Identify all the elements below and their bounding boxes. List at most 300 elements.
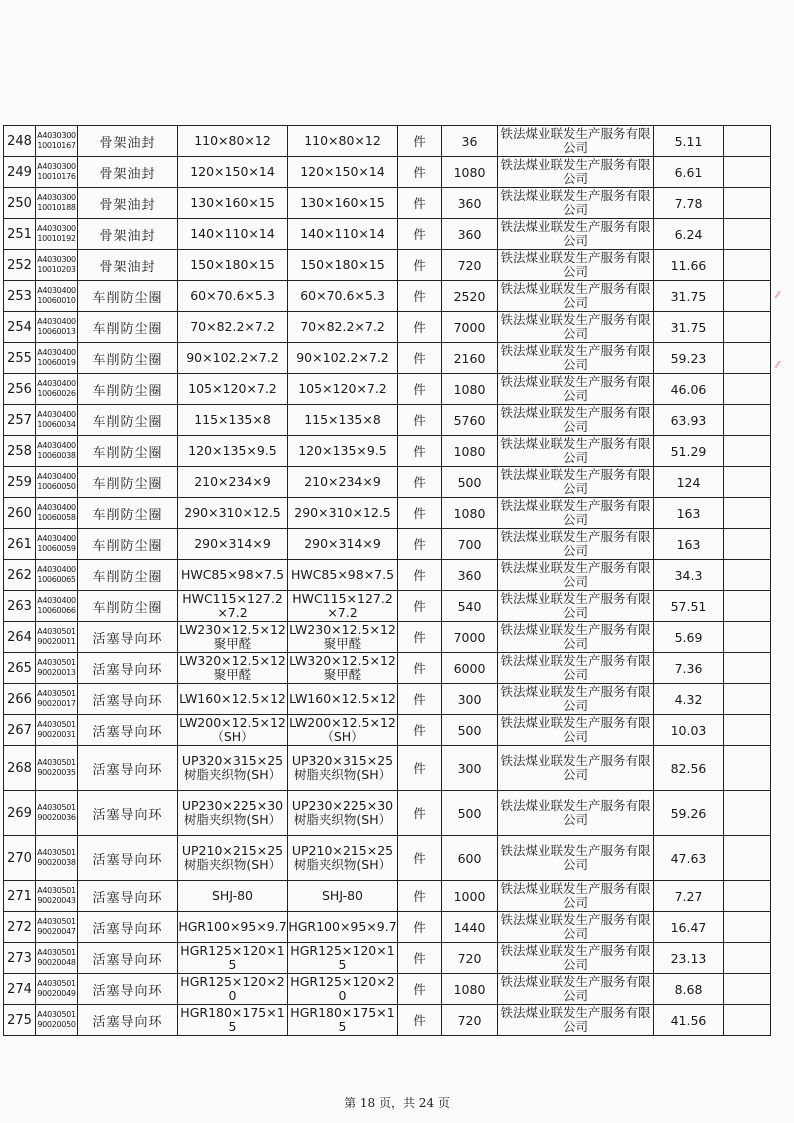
unit-price-cell: 5.11 [654, 126, 724, 157]
spec-original-cell: 290×314×9 [178, 529, 288, 560]
item-name-cell: 车削防尘圈 [78, 560, 178, 591]
row-number-cell: 251 [4, 219, 36, 250]
quantity-cell: 1080 [442, 157, 498, 188]
unit-price-cell: 5.69 [654, 622, 724, 653]
spec-offered-cell: 120×150×14 [288, 157, 398, 188]
unit-price-cell: 31.75 [654, 312, 724, 343]
spec-original-cell: 105×120×7.2 [178, 374, 288, 405]
item-name-cell: 活塞导向环 [78, 974, 178, 1005]
remarks-cell [724, 312, 771, 343]
table-row [4, 498, 771, 529]
spec-offered-cell: HWC85×98×7.5 [288, 560, 398, 591]
unit-cell: 件 [398, 498, 442, 529]
unit-cell: 件 [398, 622, 442, 653]
supplier-name-cell: 铁法煤业联发生产服务有限公司 [498, 791, 654, 836]
supplier-name-cell: 铁法煤业联发生产服务有限公司 [498, 126, 654, 157]
unit-price-cell: 163 [654, 498, 724, 529]
table-row [4, 622, 771, 653]
spec-offered-cell: HGR180×175×15 [288, 1005, 398, 1036]
unit-cell: 件 [398, 343, 442, 374]
unit-price-cell: 7.27 [654, 881, 724, 912]
material-code-cell: A4030400 10060065 [36, 560, 78, 591]
unit-cell: 件 [398, 746, 442, 791]
row-number-cell: 266 [4, 684, 36, 715]
remarks-cell [724, 715, 771, 746]
quantity-cell: 360 [442, 188, 498, 219]
remarks-cell [724, 746, 771, 791]
row-number-cell: 250 [4, 188, 36, 219]
quantity-cell: 720 [442, 1005, 498, 1036]
item-name-cell: 活塞导向环 [78, 653, 178, 684]
spec-offered-cell: HGR125×120×15 [288, 943, 398, 974]
unit-price-cell: 6.24 [654, 219, 724, 250]
supplier-name-cell: 铁法煤业联发生产服务有限公司 [498, 188, 654, 219]
row-number-cell: 263 [4, 591, 36, 622]
table-row [4, 374, 771, 405]
spec-original-cell: HWC85×98×7.5 [178, 560, 288, 591]
spec-offered-cell: HGR100×95×9.7 [288, 912, 398, 943]
supplier-name-cell: 铁法煤业联发生产服务有限公司 [498, 591, 654, 622]
quantity-cell: 1080 [442, 374, 498, 405]
table-row [4, 591, 771, 622]
table-row [4, 188, 771, 219]
material-code-cell: A4030400 10060066 [36, 591, 78, 622]
unit-price-cell: 31.75 [654, 281, 724, 312]
unit-cell: 件 [398, 529, 442, 560]
table-row [4, 219, 771, 250]
spec-original-cell: HGR125×120×15 [178, 943, 288, 974]
quantity-cell: 500 [442, 791, 498, 836]
material-code-cell: A4030501 90020011 [36, 622, 78, 653]
unit-price-cell: 10.03 [654, 715, 724, 746]
table-row [4, 529, 771, 560]
spec-offered-cell: SHJ-80 [288, 881, 398, 912]
spec-offered-cell: LW320×12.5×12聚甲醛 [289, 653, 396, 682]
row-number-cell: 269 [4, 791, 36, 836]
supplier-name-cell: 铁法煤业联发生产服务有限公司 [498, 467, 654, 498]
table-row [4, 974, 771, 1005]
unit-cell: 件 [398, 250, 442, 281]
spec-original-cell: 110×80×12 [178, 126, 288, 157]
table-row [4, 912, 771, 943]
red-stamp-mark: ⁄⁄ [776, 360, 780, 371]
item-name-cell: 车削防尘圈 [78, 498, 178, 529]
unit-cell: 件 [398, 974, 442, 1005]
supplier-name-cell: 铁法煤业联发生产服务有限公司 [498, 157, 654, 188]
spec-original-cell: LW200×12.5×12（SH） [179, 715, 286, 744]
remarks-cell [724, 529, 771, 560]
remarks-cell [724, 436, 771, 467]
material-code-cell: A4030300 10010188 [36, 188, 78, 219]
unit-cell: 件 [398, 1005, 442, 1036]
unit-price-cell: 57.51 [654, 591, 724, 622]
unit-cell: 件 [398, 467, 442, 498]
spec-original-cell: UP210×215×25树脂夹织物(SH） [178, 836, 288, 881]
spec-offered-cell: 290×310×12.5 [288, 498, 398, 529]
item-name-cell: 车削防尘圈 [78, 405, 178, 436]
item-name-cell: 活塞导向环 [78, 622, 178, 653]
spec-original-cell: LW160×12.5×12 [178, 684, 288, 715]
unit-price-cell: 124 [654, 467, 724, 498]
spec-original-cell: UP230×225×30树脂夹织物(SH） [178, 791, 288, 836]
unit-price-cell: 23.13 [654, 943, 724, 974]
material-code-cell: A4030501 90020036 [36, 791, 78, 836]
material-code-cell: A4030501 90020049 [36, 974, 78, 1005]
spec-original-cell: HGR125×120×20 [178, 974, 288, 1005]
row-number-cell: 271 [4, 881, 36, 912]
row-number-cell: 253 [4, 281, 36, 312]
supplier-name-cell: 铁法煤业联发生产服务有限公司 [498, 653, 654, 684]
quantity-cell: 7000 [442, 622, 498, 653]
item-name-cell: 车削防尘圈 [78, 591, 178, 622]
remarks-cell [724, 467, 771, 498]
table-row [4, 715, 771, 746]
spec-offered-cell: 115×135×8 [288, 405, 398, 436]
quantity-cell: 720 [442, 943, 498, 974]
item-name-cell: 活塞导向环 [78, 1005, 178, 1036]
material-code-cell: A4030501 90020048 [36, 943, 78, 974]
spec-original-cell: HGR180×175×15 [178, 1005, 288, 1036]
quantity-cell: 600 [442, 836, 498, 881]
material-code-cell: A4030400 10060038 [36, 436, 78, 467]
supplier-name-cell: 铁法煤业联发生产服务有限公司 [498, 684, 654, 715]
unit-cell: 件 [398, 312, 442, 343]
material-code-cell: A4030400 10060059 [36, 529, 78, 560]
spec-offered-cell: 210×234×9 [288, 467, 398, 498]
material-code-cell: A4030400 10060034 [36, 405, 78, 436]
supplier-name-cell: 铁法煤业联发生产服务有限公司 [498, 912, 654, 943]
material-code-cell: A4030501 90020047 [36, 912, 78, 943]
unit-price-cell: 82.56 [654, 746, 724, 791]
remarks-cell [724, 881, 771, 912]
unit-cell: 件 [398, 374, 442, 405]
spec-original-cell: LW320×12.5×12聚甲醛 [179, 653, 286, 682]
unit-cell: 件 [398, 591, 442, 622]
item-name-cell: 活塞导向环 [78, 912, 178, 943]
material-code-cell: A4030501 90020017 [36, 684, 78, 715]
red-stamp-mark: ⁄⁄ [776, 290, 780, 301]
supplier-name-cell: 铁法煤业联发生产服务有限公司 [498, 250, 654, 281]
supplier-name-cell: 铁法煤业联发生产服务有限公司 [498, 622, 654, 653]
table-row [4, 1005, 771, 1036]
supplier-name-cell: 铁法煤业联发生产服务有限公司 [498, 281, 654, 312]
spec-offered-cell: LW230×12.5×12聚甲醛 [289, 622, 396, 651]
table-row [4, 746, 771, 791]
quantity-cell: 500 [442, 467, 498, 498]
item-name-cell: 活塞导向环 [78, 746, 178, 791]
supplier-name-cell: 铁法煤业联发生产服务有限公司 [498, 498, 654, 529]
material-code-cell: A4030400 10060010 [36, 281, 78, 312]
supplier-name-cell: 铁法煤业联发生产服务有限公司 [498, 715, 654, 746]
item-name-cell: 车削防尘圈 [78, 374, 178, 405]
spec-original-cell: 210×234×9 [178, 467, 288, 498]
item-name-cell: 活塞导向环 [78, 881, 178, 912]
unit-price-cell: 16.47 [654, 912, 724, 943]
quantity-cell: 720 [442, 250, 498, 281]
spec-original-cell: HGR100×95×9.7 [178, 912, 288, 943]
unit-price-cell: 7.36 [654, 653, 724, 684]
item-name-cell: 骨架油封 [78, 250, 178, 281]
unit-cell: 件 [398, 684, 442, 715]
unit-cell: 件 [398, 219, 442, 250]
unit-cell: 件 [398, 560, 442, 591]
table-row [4, 281, 771, 312]
quantity-cell: 1080 [442, 974, 498, 1005]
table-row [4, 881, 771, 912]
spec-offered-cell: 105×120×7.2 [288, 374, 398, 405]
row-number-cell: 265 [4, 653, 36, 684]
item-name-cell: 车削防尘圈 [78, 467, 178, 498]
row-number-cell: 260 [4, 498, 36, 529]
material-code-cell: A4030300 10010203 [36, 250, 78, 281]
material-code-cell: A4030501 90020038 [36, 836, 78, 881]
unit-cell: 件 [398, 881, 442, 912]
unit-cell: 件 [398, 791, 442, 836]
row-number-cell: 254 [4, 312, 36, 343]
unit-cell: 件 [398, 436, 442, 467]
unit-cell: 件 [398, 157, 442, 188]
row-number-cell: 270 [4, 836, 36, 881]
quantity-cell: 7000 [442, 312, 498, 343]
material-code-cell: A4030501 90020013 [36, 653, 78, 684]
supplier-name-cell: 铁法煤业联发生产服务有限公司 [498, 374, 654, 405]
spec-original-cell: 140×110×14 [178, 219, 288, 250]
spec-offered-cell: LW160×12.5×12 [288, 684, 398, 715]
material-code-cell: A4030400 10060019 [36, 343, 78, 374]
unit-price-cell: 4.32 [654, 684, 724, 715]
table-row [4, 653, 771, 684]
material-code-cell: A4030400 10060050 [36, 467, 78, 498]
material-code-cell: A4030400 10060058 [36, 498, 78, 529]
remarks-cell [724, 405, 771, 436]
row-number-cell: 256 [4, 374, 36, 405]
table-row [4, 405, 771, 436]
quantity-cell: 36 [442, 126, 498, 157]
unit-price-cell: 47.63 [654, 836, 724, 881]
unit-price-cell: 34.3 [654, 560, 724, 591]
item-name-cell: 车削防尘圈 [78, 343, 178, 374]
spec-original-cell: HWC115×127.2×7.2 [178, 591, 288, 622]
remarks-cell [724, 374, 771, 405]
supplier-name-cell: 铁法煤业联发生产服务有限公司 [498, 343, 654, 374]
spec-original-cell: 290×310×12.5 [178, 498, 288, 529]
spec-offered-cell: HWC115×127.2×7.2 [288, 591, 398, 622]
spec-original-cell: 130×160×15 [178, 188, 288, 219]
spec-offered-cell: HGR125×120×20 [288, 974, 398, 1005]
supplier-name-cell: 铁法煤业联发生产服务有限公司 [498, 1005, 654, 1036]
row-number-cell: 274 [4, 974, 36, 1005]
unit-price-cell: 59.23 [654, 343, 724, 374]
remarks-cell [724, 974, 771, 1005]
item-name-cell: 活塞导向环 [78, 836, 178, 881]
row-number-cell: 252 [4, 250, 36, 281]
row-number-cell: 261 [4, 529, 36, 560]
item-name-cell: 车削防尘圈 [78, 529, 178, 560]
material-code-cell: A4030400 10060026 [36, 374, 78, 405]
price-table [3, 125, 771, 1036]
spec-original-cell: 120×135×9.5 [178, 436, 288, 467]
item-name-cell: 车削防尘圈 [78, 436, 178, 467]
remarks-cell [724, 281, 771, 312]
row-number-cell: 267 [4, 715, 36, 746]
spec-offered-cell: UP230×225×30树脂夹织物(SH） [288, 791, 398, 836]
supplier-name-cell: 铁法煤业联发生产服务有限公司 [498, 974, 654, 1005]
remarks-cell [724, 560, 771, 591]
remarks-cell [724, 591, 771, 622]
unit-price-cell: 41.56 [654, 1005, 724, 1036]
spec-original-cell: 115×135×8 [178, 405, 288, 436]
remarks-cell [724, 791, 771, 836]
unit-cell: 件 [398, 188, 442, 219]
unit-cell: 件 [398, 943, 442, 974]
quantity-cell: 700 [442, 529, 498, 560]
quantity-cell: 360 [442, 560, 498, 591]
remarks-cell [724, 188, 771, 219]
row-number-cell: 248 [4, 126, 36, 157]
table-row [4, 791, 771, 836]
item-name-cell: 活塞导向环 [78, 791, 178, 836]
unit-cell: 件 [398, 126, 442, 157]
quantity-cell: 2520 [442, 281, 498, 312]
quantity-cell: 360 [442, 219, 498, 250]
item-name-cell: 骨架油封 [78, 219, 178, 250]
supplier-name-cell: 铁法煤业联发生产服务有限公司 [498, 219, 654, 250]
quantity-cell: 1080 [442, 498, 498, 529]
page-footer: 第 18 页，共 24 页 [344, 1096, 450, 1110]
supplier-name-cell: 铁法煤业联发生产服务有限公司 [498, 943, 654, 974]
remarks-cell [724, 126, 771, 157]
material-code-cell: A4030300 10010192 [36, 219, 78, 250]
table-row [4, 684, 771, 715]
table-row [4, 250, 771, 281]
unit-cell: 件 [398, 912, 442, 943]
unit-price-cell: 7.78 [654, 188, 724, 219]
material-code-cell: A4030300 10010176 [36, 157, 78, 188]
quantity-cell: 300 [442, 746, 498, 791]
material-code-cell: A4030300 10010167 [36, 126, 78, 157]
item-name-cell: 车削防尘圈 [78, 312, 178, 343]
unit-cell: 件 [398, 715, 442, 746]
spec-offered-cell: LW200×12.5×12（SH） [289, 715, 396, 744]
spec-original-cell: SHJ-80 [178, 881, 288, 912]
remarks-cell [724, 622, 771, 653]
remarks-cell [724, 157, 771, 188]
row-number-cell: 268 [4, 746, 36, 791]
table-row [4, 436, 771, 467]
unit-cell: 件 [398, 653, 442, 684]
unit-price-cell: 59.26 [654, 791, 724, 836]
remarks-cell [724, 943, 771, 974]
material-code-cell: A4030501 90020031 [36, 715, 78, 746]
spec-offered-cell: 290×314×9 [288, 529, 398, 560]
quantity-cell: 5760 [442, 405, 498, 436]
item-name-cell: 车削防尘圈 [78, 281, 178, 312]
spec-original-cell: LW230×12.5×12聚甲醛 [179, 622, 286, 651]
material-code-cell: A4030501 90020035 [36, 746, 78, 791]
unit-price-cell: 63.93 [654, 405, 724, 436]
supplier-name-cell: 铁法煤业联发生产服务有限公司 [498, 436, 654, 467]
remarks-cell [724, 1005, 771, 1036]
item-name-cell: 骨架油封 [78, 188, 178, 219]
table-body [4, 126, 771, 1036]
row-number-cell: 257 [4, 405, 36, 436]
table-row [4, 126, 771, 157]
remarks-cell [724, 684, 771, 715]
spec-original-cell: UP320×315×25树脂夹织物(SH） [178, 746, 288, 791]
spec-offered-cell: 140×110×14 [288, 219, 398, 250]
unit-cell: 件 [398, 836, 442, 881]
spec-offered-cell: 130×160×15 [288, 188, 398, 219]
supplier-name-cell: 铁法煤业联发生产服务有限公司 [498, 881, 654, 912]
unit-price-cell: 6.61 [654, 157, 724, 188]
material-code-cell: A4030400 10060013 [36, 312, 78, 343]
spec-original-cell: 60×70.6×5.3 [178, 281, 288, 312]
supplier-name-cell: 铁法煤业联发生产服务有限公司 [498, 560, 654, 591]
item-name-cell: 活塞导向环 [78, 684, 178, 715]
spec-original-cell: 70×82.2×7.2 [178, 312, 288, 343]
supplier-name-cell: 铁法煤业联发生产服务有限公司 [498, 312, 654, 343]
supplier-name-cell: 铁法煤业联发生产服务有限公司 [498, 405, 654, 436]
table-row [4, 836, 771, 881]
row-number-cell: 273 [4, 943, 36, 974]
item-name-cell: 活塞导向环 [78, 715, 178, 746]
unit-price-cell: 8.68 [654, 974, 724, 1005]
spec-original-cell: 90×102.2×7.2 [178, 343, 288, 374]
row-number-cell: 259 [4, 467, 36, 498]
spec-offered-cell: UP320×315×25树脂夹织物(SH） [288, 746, 398, 791]
spec-original-cell: 120×150×14 [178, 157, 288, 188]
quantity-cell: 540 [442, 591, 498, 622]
remarks-cell [724, 498, 771, 529]
spec-offered-cell: 70×82.2×7.2 [288, 312, 398, 343]
quantity-cell: 1440 [442, 912, 498, 943]
row-number-cell: 255 [4, 343, 36, 374]
spec-original-cell: 150×180×15 [178, 250, 288, 281]
row-number-cell: 264 [4, 622, 36, 653]
row-number-cell: 249 [4, 157, 36, 188]
spec-offered-cell: 110×80×12 [288, 126, 398, 157]
unit-price-cell: 11.66 [654, 250, 724, 281]
table-row [4, 312, 771, 343]
supplier-name-cell: 铁法煤业联发生产服务有限公司 [498, 529, 654, 560]
spec-offered-cell: 60×70.6×5.3 [288, 281, 398, 312]
quantity-cell: 2160 [442, 343, 498, 374]
quantity-cell: 500 [442, 715, 498, 746]
spec-offered-cell: 90×102.2×7.2 [288, 343, 398, 374]
row-number-cell: 275 [4, 1005, 36, 1036]
unit-cell: 件 [398, 405, 442, 436]
spec-offered-cell: 120×135×9.5 [288, 436, 398, 467]
remarks-cell [724, 653, 771, 684]
item-name-cell: 骨架油封 [78, 157, 178, 188]
remarks-cell [724, 836, 771, 881]
unit-cell: 件 [398, 281, 442, 312]
unit-price-cell: 51.29 [654, 436, 724, 467]
table-row [4, 467, 771, 498]
remarks-cell [724, 250, 771, 281]
supplier-name-cell: 铁法煤业联发生产服务有限公司 [498, 836, 654, 881]
material-code-cell: A4030501 90020050 [36, 1005, 78, 1036]
table-row [4, 943, 771, 974]
item-name-cell: 骨架油封 [78, 126, 178, 157]
supplier-name-cell: 铁法煤业联发生产服务有限公司 [498, 746, 654, 791]
remarks-cell [724, 912, 771, 943]
spec-offered-cell: UP210×215×25树脂夹织物(SH） [288, 836, 398, 881]
remarks-cell [724, 343, 771, 374]
row-number-cell: 262 [4, 560, 36, 591]
material-code-cell: A4030501 90020043 [36, 881, 78, 912]
table-row [4, 157, 771, 188]
